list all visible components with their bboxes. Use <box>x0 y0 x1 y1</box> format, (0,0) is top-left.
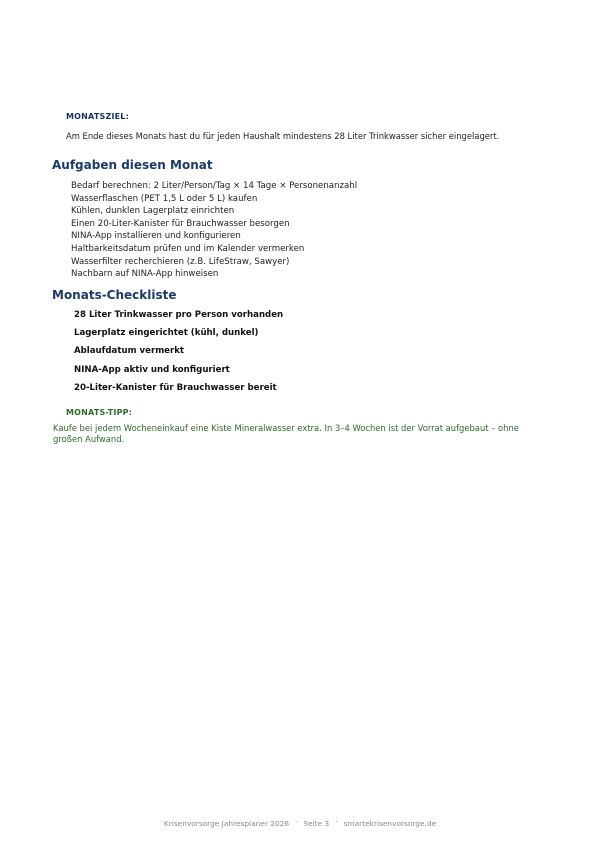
footer-page-number: Seite 3 <box>303 819 330 828</box>
checklist <box>74 309 283 400</box>
tasks-heading: Aufgaben diesen Monat <box>52 158 213 172</box>
goal-text: Am Ende dieses Monats hast du für jeden Haushalt mindestens 28 Liter Trinkwasser sicher eingelagert. <box>66 131 500 141</box>
checklist-heading: Monats-Checkliste <box>52 288 177 302</box>
checklist-item: Ablaufdatum vermerkt <box>74 346 185 357</box>
footer-separator: · <box>295 817 298 826</box>
footer-site: smartekrisenvorsorge.de <box>343 819 437 828</box>
task-item: Nachbarn auf NINA-App hinweisen <box>71 269 219 280</box>
task-item: Wasserfilter recherchieren (z.B. LifeStraw, Sawyer) <box>71 256 290 267</box>
task-item: Wasserflaschen (PET 1,5 L oder 5 L) kaufen <box>71 193 258 204</box>
checklist-item: NINA-App aktiv und konfiguriert <box>74 364 230 375</box>
checklist-item: Lagerplatz eingerichtet (kühl, dunkel) <box>74 328 259 339</box>
task-item: Kühlen, dunklen Lagerplatz einrichten <box>71 206 235 217</box>
task-item: NINA-App installieren und konfigurieren <box>71 231 241 242</box>
footer-title: Krisenvorsorge Jahresplaner 2026 <box>163 819 290 828</box>
task-list <box>71 180 357 281</box>
task-item: Einen 20-Liter-Kanister für Brauchwasser besorgen <box>71 218 290 229</box>
footer-separator: · <box>335 817 338 826</box>
task-item: Haltbarkeitsdatum prüfen und im Kalender vermerken <box>71 243 305 254</box>
tip-heading: MONATS-TIPP: <box>66 408 133 417</box>
task-item: Bedarf berechnen: 2 Liter/Person/Tag × 14 Tage × Personenanzahl <box>71 181 358 191</box>
checklist-item: 28 Liter Trinkwasser pro Person vorhanden <box>74 310 284 320</box>
page-footer <box>0 819 600 828</box>
checklist-item: 20-Liter-Kanister für Brauchwasser bereit <box>74 382 277 393</box>
goal-heading: MONATSZIEL: <box>66 112 129 121</box>
tip-text: Kaufe bei jedem Wocheneinkauf eine Kiste Mineralwasser extra. In 3–4 Wochen ist der Vorrat aufgebaut – ohne großen Aufwand. <box>53 423 519 444</box>
